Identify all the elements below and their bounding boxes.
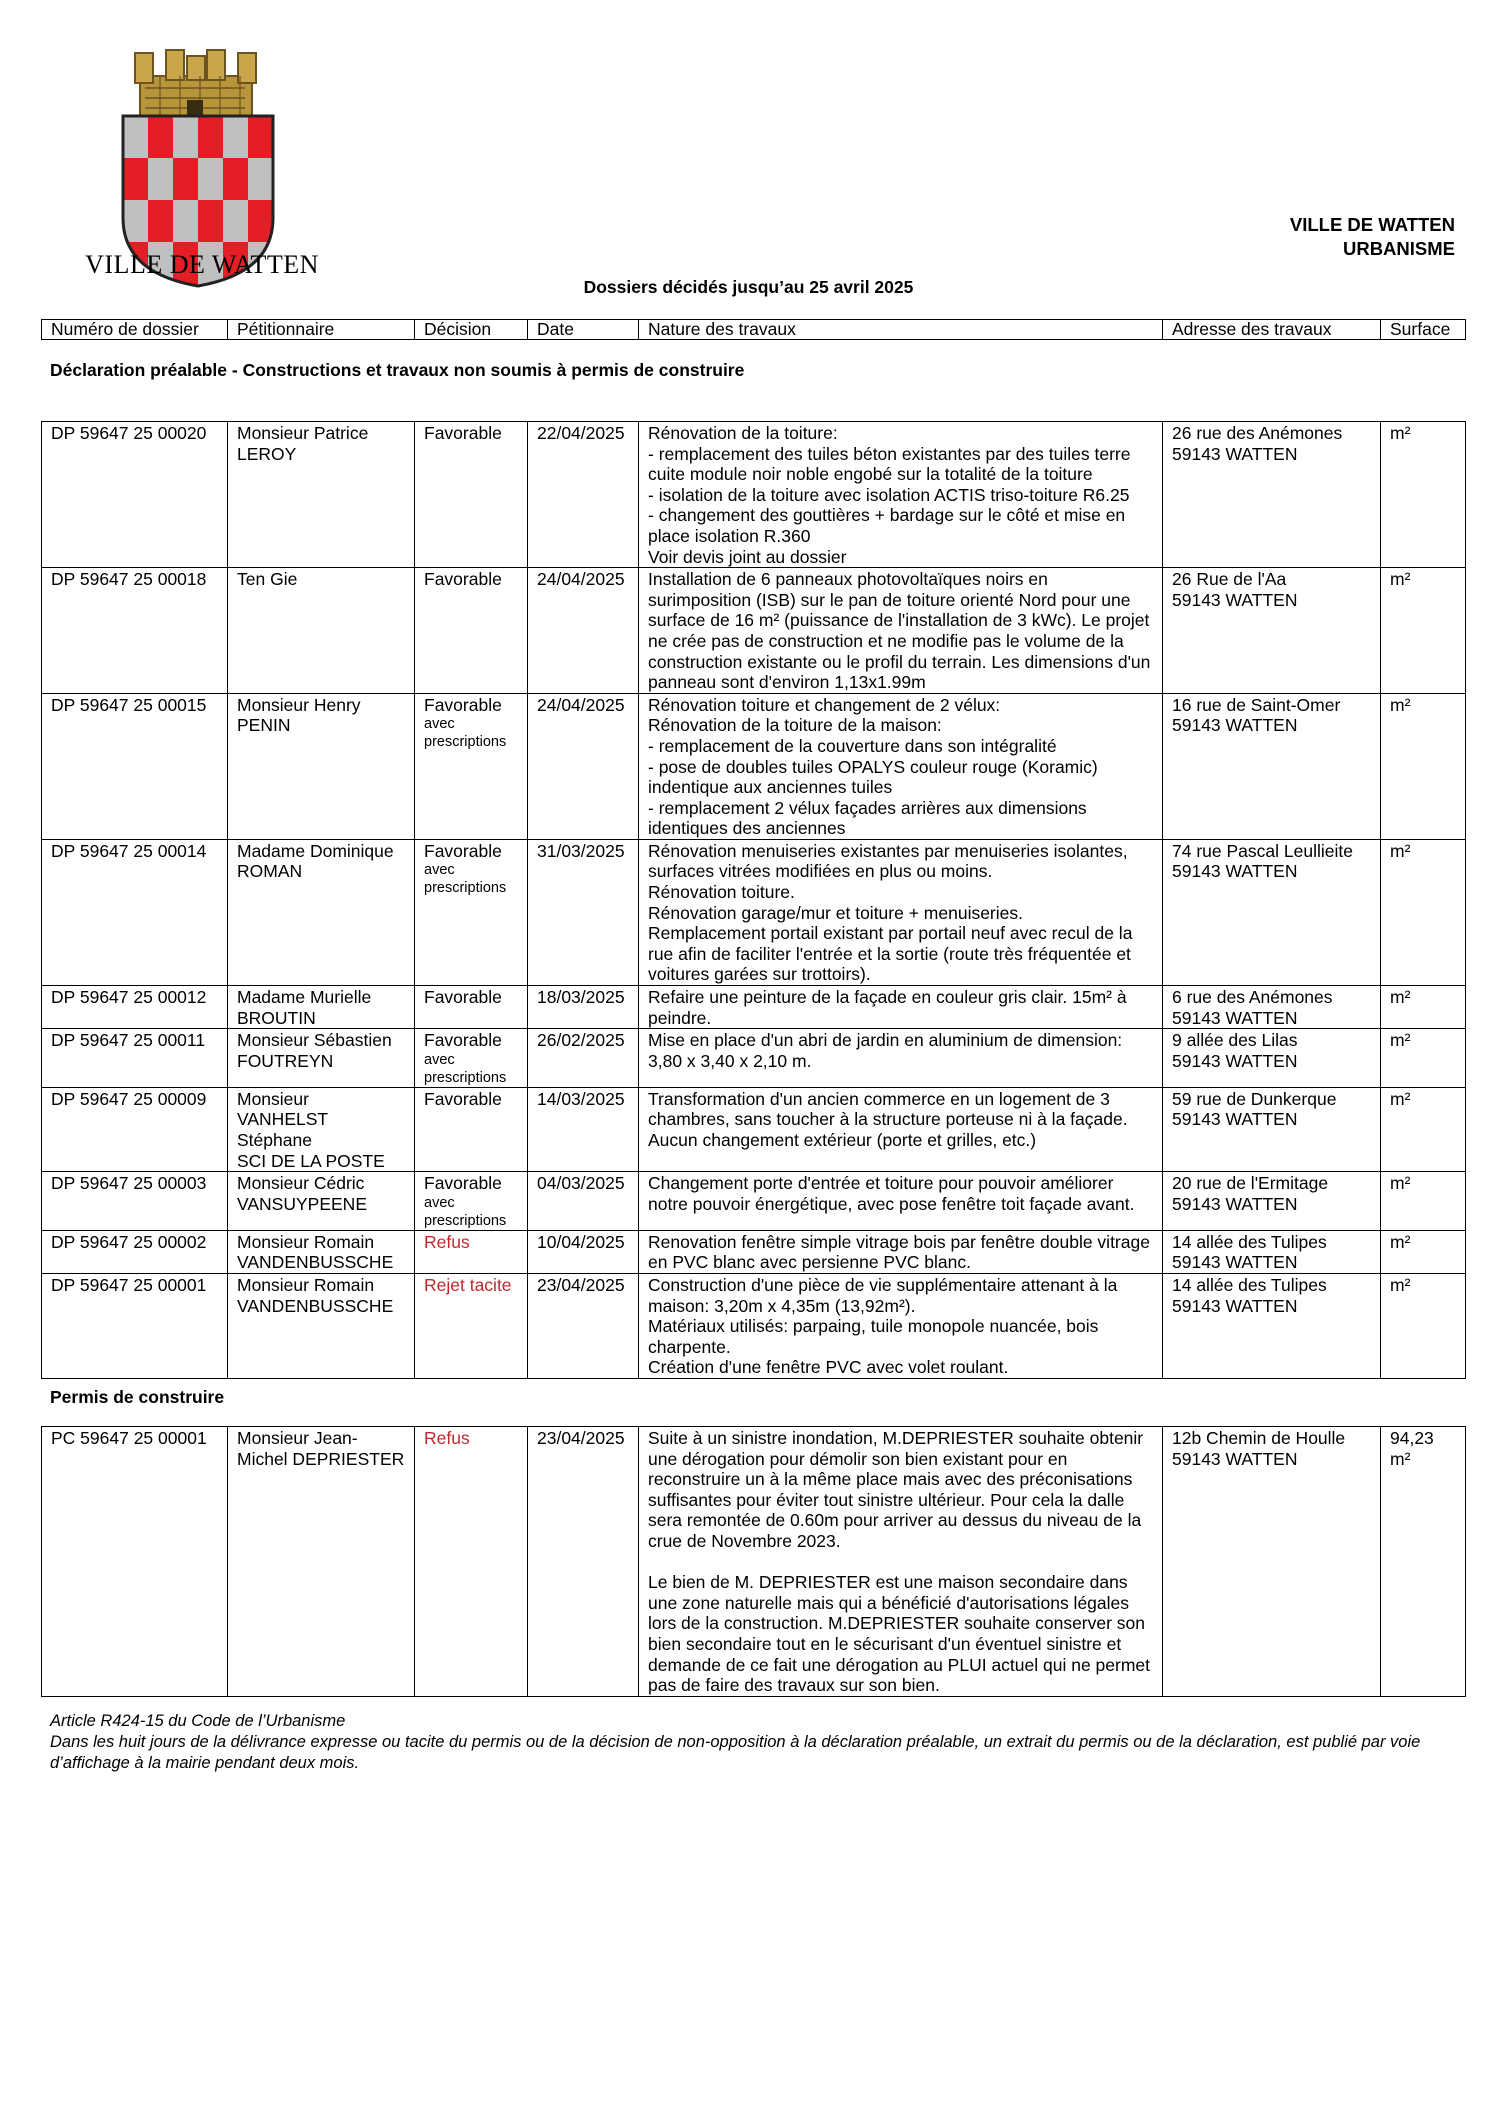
petitioner-cell: Monsieur Cédric VANSUYPEENE: [228, 1172, 415, 1231]
address-cell: 26 rue des Anémones 59143 WATTEN: [1163, 422, 1381, 568]
footer-text: Dans les huit jours de la délivrance expresse ou tacite du permis ou de la décision de non-opposition à la déclaration préalable, un extrait du permis ou de la déclaration, est publié par voie d’affichage à la mairie pendant deux mois.: [50, 1733, 1421, 1772]
petitioner-cell: Monsieur Sébastien FOUTREYN: [228, 1029, 415, 1088]
table-row: [42, 422, 1466, 568]
decision-label: Favorable: [424, 694, 502, 715]
date-cell: 22/04/2025: [528, 422, 639, 568]
table-row: [42, 1230, 1466, 1273]
dossier-number-cell: PC 59647 25 00001: [42, 1427, 228, 1697]
decision-cell: [415, 1172, 528, 1231]
decision-cell: [415, 839, 528, 985]
decision-label: Favorable: [424, 840, 502, 861]
decision-label: Favorable: [424, 1088, 502, 1109]
logo-text: VILLE DE WATTEN: [85, 250, 319, 279]
surface-cell: m²: [1381, 986, 1466, 1029]
dossier-number-cell: DP 59647 25 00009: [42, 1087, 228, 1171]
works-nature-cell: Installation de 6 panneaux photovoltaïques noirs en surimposition (ISB) sur le pan de toiture orienté Nord pour une surface de 16 m² (puissance de l'installation de 3 kWc). Le projet ne crée pas de construction et ne modifie pas le volume de la construction existante ou le profil du terrain. Les dimensions d'un panneau sont d'environ 1,13x1.99m: [639, 568, 1163, 694]
decision-label: Refus: [424, 1428, 470, 1448]
column-header: Pétitionnaire: [228, 320, 415, 340]
dossier-number-cell: DP 59647 25 00012: [42, 986, 228, 1029]
table-row: [42, 568, 1466, 694]
dossier-number-cell: DP 59647 25 00018: [42, 568, 228, 694]
address-cell: 14 allée des Tulipes 59143 WATTEN: [1163, 1230, 1381, 1273]
dossier-number-cell: DP 59647 25 00003: [42, 1172, 228, 1231]
petitioner-cell: Madame Dominique ROMAN: [228, 839, 415, 985]
date-cell: 24/04/2025: [528, 693, 639, 839]
decision-cell: [415, 568, 528, 694]
dossier-number-cell: DP 59647 25 00015: [42, 693, 228, 839]
surface-cell: 94,23 m²: [1381, 1427, 1466, 1697]
column-header-row: [42, 320, 1466, 340]
date-cell: 23/04/2025: [528, 1273, 639, 1378]
petitioner-cell: Ten Gie: [228, 568, 415, 694]
pc-table: [41, 1426, 1466, 1697]
column-header-table: [41, 319, 1466, 340]
dossier-number-cell: DP 59647 25 00014: [42, 839, 228, 985]
decision-label: Refus: [424, 1231, 470, 1252]
crown-icon: [135, 50, 256, 116]
petitioner-cell: Monsieur VANHELST Stéphane SCI DE LA POSTE: [228, 1087, 415, 1171]
works-nature-cell: Rénovation de la toiture: - remplacement des tuiles béton existantes par des tuiles terre cuite module noir noble engobé sur la totalité de la toiture - isolation de la toiture avec isolation ACTIS triso-toiture R6.25 - changement des gouttières + bardage sur le côté et mise en place isolation R.360 Voir devis joint au dossier: [639, 422, 1163, 568]
petitioner-cell: Monsieur Patrice LEROY: [228, 422, 415, 568]
decision-label: Favorable: [424, 1173, 502, 1194]
decision-note: avec prescriptions: [424, 862, 507, 897]
decision-cell: [415, 1087, 528, 1171]
decision-label: Favorable: [424, 423, 502, 443]
surface-cell: m²: [1381, 1273, 1466, 1378]
page-title: Dossiers décidés jusqu’au 25 avril 2025: [583, 277, 914, 297]
decision-cell: [415, 1230, 528, 1273]
table-row: [42, 839, 1466, 985]
decision-cell: [415, 422, 528, 568]
date-cell: 24/04/2025: [528, 568, 639, 694]
table-row: [42, 1427, 1466, 1697]
date-cell: 26/02/2025: [528, 1029, 639, 1088]
works-nature-cell: Renovation fenêtre simple vitrage bois par fenêtre double vitrage en PVC blanc avec persienne PVC blanc.: [639, 1230, 1163, 1273]
works-nature-cell: Construction d'une pièce de vie supplémentaire attenant à la maison: 3,20m x 4,35m (13,92m²). Matériaux utilisés: parpaing, tuile monopole nuancée, bois charpente. Création d'une fenêtre PVC avec volet roulant.: [639, 1273, 1163, 1378]
address-cell: 6 rue des Anémones 59143 WATTEN: [1163, 986, 1381, 1029]
org-name: VILLE DE WATTEN: [1289, 214, 1455, 235]
address-cell: 59 rue de Dunkerque 59143 WATTEN: [1163, 1087, 1381, 1171]
dp-table: [41, 421, 1466, 1379]
surface-cell: m²: [1381, 693, 1466, 839]
date-cell: 14/03/2025: [528, 1087, 639, 1171]
header-org: [1290, 213, 1455, 261]
address-cell: 74 rue Pascal Leullieite 59143 WATTEN: [1163, 839, 1381, 985]
petitioner-cell: Monsieur Henry PENIN: [228, 693, 415, 839]
petitioner-cell: Monsieur Romain VANDENBUSSCHE: [228, 1273, 415, 1378]
surface-cell: m²: [1381, 1087, 1466, 1171]
date-cell: 18/03/2025: [528, 986, 639, 1029]
dossier-number-cell: DP 59647 25 00001: [42, 1273, 228, 1378]
surface-cell: m²: [1381, 422, 1466, 568]
table-row: [42, 986, 1466, 1029]
decision-cell: [415, 986, 528, 1029]
decision-label: Rejet tacite: [424, 1274, 512, 1295]
department-name: URBANISME: [1342, 238, 1455, 259]
decision-note: avec prescriptions: [424, 716, 507, 751]
decision-cell: [415, 1427, 528, 1697]
decision-label: Favorable: [424, 987, 502, 1008]
column-header: Numéro de dossier: [42, 320, 228, 340]
works-nature-cell: Changement porte d'entrée et toiture pour pouvoir améliorer notre pouvoir énergétique, avec pose fenêtre toit façade avant.: [639, 1172, 1163, 1231]
surface-cell: m²: [1381, 1172, 1466, 1231]
date-cell: 23/04/2025: [528, 1427, 639, 1697]
address-cell: 14 allée des Tulipes 59143 WATTEN: [1163, 1273, 1381, 1378]
petitioner-cell: Monsieur Jean-Michel DEPRIESTER: [228, 1427, 415, 1697]
section-title-pc: Permis de construire: [50, 1387, 225, 1407]
decision-label: Favorable: [424, 569, 502, 590]
dossier-number-cell: DP 59647 25 00002: [42, 1230, 228, 1273]
decision-note: avec prescriptions: [424, 1051, 507, 1086]
decision-cell: [415, 1029, 528, 1088]
table-row: [42, 693, 1466, 839]
date-cell: 10/04/2025: [528, 1230, 639, 1273]
decision-note: avec prescriptions: [424, 1194, 507, 1229]
surface-cell: m²: [1381, 1230, 1466, 1273]
dossier-number-cell: DP 59647 25 00011: [42, 1029, 228, 1088]
address-cell: 26 Rue de l'Aa 59143 WATTEN: [1163, 568, 1381, 694]
footer-article: Article R424-15 du Code de l’Urbanisme: [50, 1712, 346, 1730]
surface-cell: m²: [1381, 1029, 1466, 1088]
petitioner-cell: Monsieur Romain VANDENBUSSCHE: [228, 1230, 415, 1273]
column-header: Adresse des travaux: [1163, 320, 1381, 340]
section-title-dp: Déclaration préalable - Constructions et travaux non soumis à permis de construire: [50, 360, 745, 380]
table-row: [42, 1029, 1466, 1088]
date-cell: 31/03/2025: [528, 839, 639, 985]
address-cell: 9 allée des Lilas 59143 WATTEN: [1163, 1029, 1381, 1088]
date-cell: 04/03/2025: [528, 1172, 639, 1231]
surface-cell: m²: [1381, 839, 1466, 985]
works-nature-cell: Rénovation menuiseries existantes par menuiseries isolantes, surfaces vitrées modifiées en plus ou moins. Rénovation toiture. Rénovation garage/mur et toiture + menuiseries. Remplacement portail existant par portail neuf avec recul de la rue afin de faciliter l'entrée et la sortie (route très fréquentée et voitures garées sur trottoirs).: [639, 839, 1163, 985]
address-cell: 12b Chemin de Houlle 59143 WATTEN: [1163, 1427, 1381, 1697]
decision-cell: [415, 693, 528, 839]
address-cell: 20 rue de l'Ermitage 59143 WATTEN: [1163, 1172, 1381, 1231]
column-header: Surface: [1381, 320, 1466, 340]
address-cell: 16 rue de Saint-Omer 59143 WATTEN: [1163, 693, 1381, 839]
table-row: [42, 1172, 1466, 1231]
works-nature-cell: Mise en place d'un abri de jardin en aluminium de dimension: 3,80 x 3,40 x 2,10 m.: [639, 1029, 1163, 1088]
works-nature-cell: Refaire une peinture de la façade en couleur gris clair. 15m² à peindre.: [639, 986, 1163, 1029]
decision-cell: [415, 1273, 528, 1378]
column-header: Date: [528, 320, 639, 340]
column-header: Nature des travaux: [639, 320, 1163, 340]
petitioner-cell: Madame Murielle BROUTIN: [228, 986, 415, 1029]
column-header: Décision: [415, 320, 528, 340]
dossier-number-cell: DP 59647 25 00020: [42, 422, 228, 568]
decision-label: Favorable: [424, 1030, 502, 1051]
works-nature-cell: Suite à un sinistre inondation, M.DEPRIESTER souhaite obtenir une dérogation pour démolir son bien existant pour en reconstruire un à la même place mais avec des préconisations suffisantes pour éviter tout sinistre ultérieur. Pour cela la dalle sera remontée de 0.60m pour arriver au dessus du niveau de la crue de Novembre 2023. Le bien de M. DEPRIESTER est une maison secondaire dans une zone naturelle mais qui a bénéficié d'autorisations légales lors de la construction. M.DEPRIESTER souhaite conserver son bien secondaire tout en le sécurisant d'un éventuel sinistre et demande de ce fait une dérogation au PLUI actuel qui ne permet pas de faire des travaux sur son bien.: [639, 1427, 1163, 1697]
surface-cell: m²: [1381, 568, 1466, 694]
table-row: [42, 1273, 1466, 1378]
works-nature-cell: Rénovation toiture et changement de 2 vélux: Rénovation de la toiture de la maison: - remplacement de la couverture dans son intégralité - pose de doubles tuiles OPALYS couleur rouge (Koramic) indentique aux anciennes tuiles - remplacement 2 vélux façades arrières aux dimensions identiques des anciennes: [639, 693, 1163, 839]
table-row: [42, 1087, 1466, 1171]
footer-note: [50, 1711, 1460, 1774]
works-nature-cell: Transformation d'un ancien commerce en un logement de 3 chambres, sans toucher à la structure porteuse ni à la façade. Aucun changement extérieur (porte et grilles, etc.): [639, 1087, 1163, 1171]
